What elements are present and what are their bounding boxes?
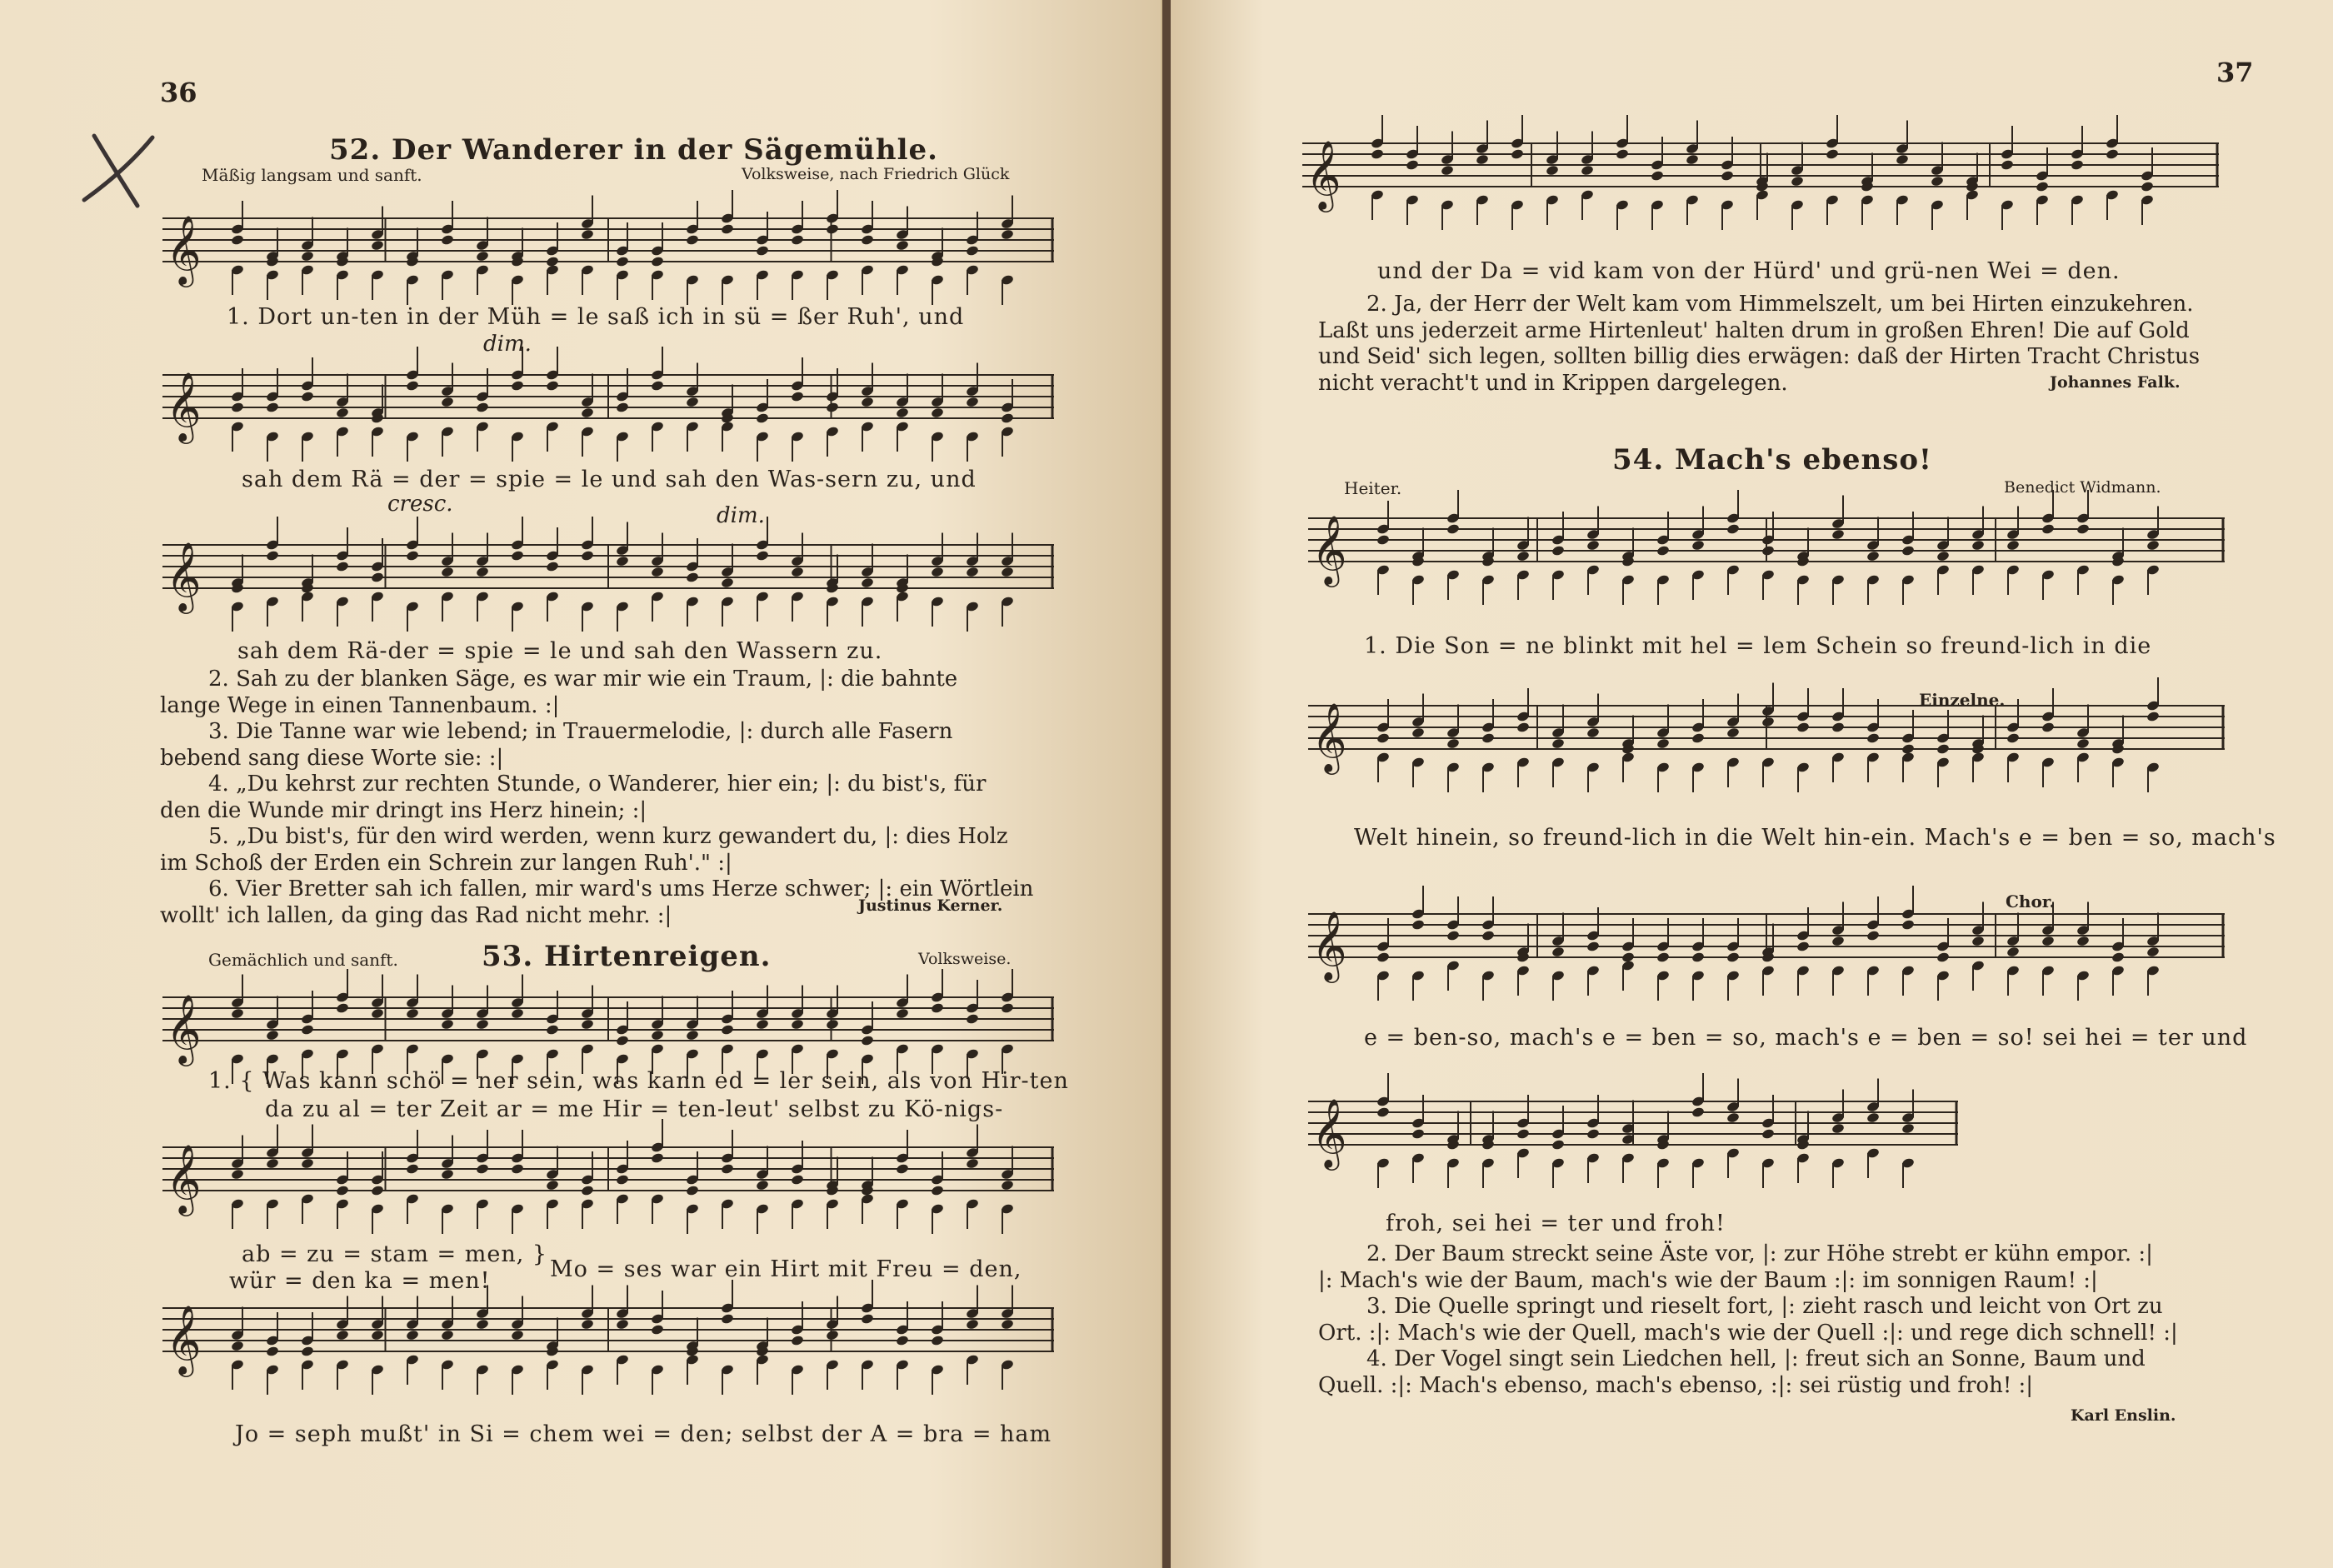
note-head — [686, 396, 700, 407]
left-page — [0, 0, 1162, 1568]
note-head — [791, 234, 805, 246]
note-head — [2041, 523, 2056, 535]
note-head — [896, 407, 910, 418]
note-head — [1866, 1111, 1881, 1123]
note-head — [1761, 716, 1776, 727]
note-head — [1721, 170, 1735, 182]
note-head — [1376, 732, 1391, 744]
note-head — [931, 1335, 945, 1346]
note-head — [1726, 727, 1741, 738]
song-53-lyric-3: Jo = seph mußt' in Si = chem wei = den; selbst der A = bra = ham — [235, 1421, 1052, 1447]
note-head — [966, 396, 980, 407]
note-head — [966, 566, 980, 577]
song-53-staff-1 — [162, 979, 1054, 1075]
note-head — [616, 555, 630, 567]
note-head — [1516, 550, 1531, 562]
note-head — [721, 1024, 735, 1036]
dynamic-dim: dim. — [483, 332, 532, 357]
verse-line: 4. Der Vogel singt sein Liedchen hell, |: freut sich an Sonne, Baum und — [1366, 1346, 2146, 1371]
note-head — [441, 234, 455, 246]
song-53-author: Johannes Falk. — [2050, 373, 2181, 392]
note-head — [1831, 722, 1846, 733]
song-53-lyric-1b: da zu al = ter Zeit ar = me Hir = ten-leut' selbst zu Kö-nigs- — [265, 1096, 1004, 1122]
note-head — [651, 1324, 665, 1336]
note-head — [476, 566, 490, 577]
note-head — [1376, 534, 1391, 546]
note-head — [1686, 153, 1700, 165]
note-head — [581, 550, 595, 562]
verse-line: 2. Sah zu der blanken Säge, es war mir wie ein Traum, |: die bahnte — [208, 667, 958, 692]
song-54-einzelne: Einzelne. — [1919, 690, 2006, 710]
note-head — [406, 380, 420, 392]
note-head — [476, 1318, 490, 1330]
note-head — [1586, 539, 1601, 551]
note-head — [826, 1329, 840, 1341]
treble-clef-icon: 𝄞 — [1311, 910, 1347, 980]
note-head — [231, 402, 245, 413]
verse-line: wollt' ich lallen, da ging das Rad nicht mehr. :| — [160, 902, 672, 928]
note-head — [1726, 951, 1741, 963]
note-head — [756, 1179, 770, 1191]
note-head — [1656, 545, 1671, 557]
note-head — [476, 1163, 490, 1175]
song-53-lyric-1a: 1. { Was kann schö = ner sein, was kann ed = ler sein, als von Hir-ten — [208, 1068, 1069, 1094]
note-head — [1866, 930, 1881, 941]
note-head — [791, 1174, 805, 1186]
note-head — [371, 572, 385, 583]
note-head — [301, 250, 315, 262]
note-head — [1831, 1122, 1846, 1134]
note-head — [651, 1029, 665, 1041]
note-head — [476, 250, 490, 262]
note-head — [756, 412, 770, 424]
song-53-lyric-2b: wür = den ka = men! — [229, 1268, 491, 1294]
note-head — [511, 1329, 525, 1341]
note-head — [266, 550, 280, 562]
note-head — [371, 1007, 385, 1019]
note-head — [336, 1185, 350, 1196]
note-head — [861, 1313, 875, 1325]
note-head — [2071, 159, 2085, 171]
note-head — [1511, 148, 1525, 160]
note-head — [1656, 737, 1671, 749]
note-head — [1901, 545, 1916, 557]
song-52-lyric-2: sah dem Rä = der = spie = le und sah den Was-sern zu, und — [242, 467, 977, 492]
note-head — [1691, 539, 1706, 551]
note-head — [1586, 727, 1601, 738]
note-head — [686, 1029, 700, 1041]
note-head — [1796, 722, 1811, 733]
note-head — [651, 566, 665, 577]
note-head — [896, 239, 910, 251]
note-head — [896, 1335, 910, 1346]
song-54-staff-4 — [1308, 1083, 1958, 1200]
note-head — [546, 561, 560, 572]
note-head — [791, 1018, 805, 1030]
note-head — [266, 402, 280, 413]
note-head — [966, 1013, 980, 1025]
note-head — [441, 566, 455, 577]
note-head — [1446, 523, 1461, 535]
note-head — [1971, 539, 1986, 551]
note-head — [1971, 935, 1986, 946]
note-head — [581, 228, 595, 240]
note-head — [651, 256, 665, 267]
note-head — [441, 1329, 455, 1341]
note-head — [791, 1335, 805, 1346]
treble-clef-icon: 𝄞 — [166, 541, 202, 611]
treble-clef-icon: 𝄞 — [1311, 514, 1347, 584]
note-head — [686, 572, 700, 583]
note-head — [511, 1163, 525, 1175]
verse-line: nicht veracht't und in Krippen dargelegen. — [1318, 370, 1788, 396]
note-head — [1901, 919, 1916, 931]
note-head — [2041, 935, 2056, 946]
song-53-staff-2 — [162, 1129, 1054, 1225]
verse-line: lange Wege in einen Tannenbaum. :| — [160, 692, 560, 718]
note-head — [721, 223, 735, 235]
note-head — [861, 1035, 875, 1046]
note-head — [1551, 1139, 1566, 1151]
song-54-lyric-4: froh, sei hei = ter und froh! — [1386, 1211, 1726, 1236]
note-head — [1691, 732, 1706, 744]
note-head — [1586, 1128, 1601, 1140]
note-head — [441, 396, 455, 407]
note-head — [966, 1318, 980, 1330]
note-head — [1831, 935, 1846, 946]
verse-line: bebend sang diese Worte sie: :| — [160, 745, 504, 771]
song-54-staff-3 — [1308, 896, 2225, 1012]
song-52-staff-3 — [162, 527, 1054, 627]
note-head — [1516, 722, 1531, 733]
treble-clef-icon: 𝄞 — [1311, 702, 1347, 772]
note-head — [616, 1318, 630, 1330]
note-head — [371, 1329, 385, 1341]
song-53-lyric-4: und der Da = vid kam von der Hürd' und grü-nen Wei = den. — [1377, 258, 2121, 284]
note-head — [1481, 732, 1496, 744]
note-head — [1476, 153, 1490, 165]
note-head — [1376, 1106, 1391, 1118]
note-head — [756, 245, 770, 257]
note-head — [1376, 951, 1391, 963]
note-head — [1551, 946, 1566, 957]
note-head — [721, 577, 735, 588]
note-head — [2006, 732, 2021, 744]
note-head — [1551, 545, 1566, 557]
treble-clef-icon: 𝄞 — [1306, 139, 1341, 209]
note-head — [616, 256, 630, 267]
song-52-title: 52. Der Wanderer in der Sägemühle. — [329, 133, 938, 167]
note-head — [231, 1168, 245, 1180]
note-head — [336, 407, 350, 418]
verse-line: 4. „Du kehrst zur rechten Stunde, o Wanderer, hier ein; |: du bist's, für — [208, 772, 987, 796]
note-head — [1616, 148, 1630, 160]
note-head — [791, 391, 805, 402]
note-head — [1411, 919, 1426, 931]
note-head — [2146, 539, 2161, 551]
note-head — [2076, 935, 2091, 946]
note-head — [301, 1346, 315, 1357]
note-head — [581, 1185, 595, 1196]
note-head — [2001, 159, 2015, 171]
page-number: 36 — [160, 77, 197, 108]
note-head — [2006, 539, 2021, 551]
note-head — [1406, 159, 1420, 171]
song-52-lyric-3: sah dem Rä-der = spie = le und sah den Wassern zu. — [237, 638, 883, 664]
song-52-staff-2 — [162, 357, 1054, 457]
verse-line: Laßt uns jederzeit arme Hirtenleut' halten drum in großen Ehren! Die auf Gold — [1318, 317, 2190, 343]
song-53-lyric-2c: Mo = ses war ein Hirt mit Freu = den, — [550, 1256, 1022, 1282]
note-head — [1001, 1318, 1015, 1330]
note-head — [1371, 148, 1385, 160]
verse-line: Quell. :|: Mach's ebenso, mach's ebenso, :|: sei rüstig und froh! :| — [1318, 1372, 2034, 1398]
note-head — [966, 245, 980, 257]
note-head — [511, 550, 525, 562]
note-head — [1481, 930, 1496, 941]
song-54-title: 54. Mach's ebenso! — [1612, 443, 1932, 477]
verse-line: und Seid' sich legen, sollten billig dies erwägen: daß der Hirten Tracht Christus — [1318, 344, 2201, 369]
note-head — [1001, 566, 1015, 577]
verse-line: im Schoß der Erden ein Schrein zur langen Ruh'." :| — [160, 850, 732, 876]
note-head — [931, 1002, 945, 1014]
note-head — [546, 1179, 560, 1191]
verse-line: 5. „Du bist's, für den wird werden, wenn kurz gewandert du, |: dies Holz — [208, 824, 1008, 849]
song-54-lyric-3: e = ben-so, mach's e = ben = so, mach's e = ben = so! sei hei = ter und — [1364, 1025, 2248, 1051]
note-head — [1936, 951, 1951, 963]
note-head — [2076, 523, 2091, 535]
verse-line: den die Wunde mir dringt ins Herz hinein; :| — [160, 797, 647, 823]
note-head — [651, 380, 665, 392]
note-head — [1761, 1128, 1776, 1140]
verse-line: Ort. :|: Mach's wie der Quell, mach's wie der Quell :|: und rege dich schnell! :| — [1318, 1320, 2178, 1346]
note-head — [721, 1313, 735, 1325]
note-head — [896, 1163, 910, 1175]
page-number: 37 — [2216, 57, 2254, 88]
note-head — [1546, 164, 1560, 176]
note-head — [1896, 153, 1910, 165]
song-53-staff-3 — [162, 1290, 1054, 1394]
note-head — [1761, 545, 1776, 557]
note-head — [1446, 930, 1461, 941]
note-head — [686, 234, 700, 246]
verse-line: 2. Der Baum streckt seine Äste vor, |: zur Höhe strebt er kühn empor. :| — [1366, 1241, 2153, 1266]
treble-clef-icon: 𝄞 — [166, 1304, 202, 1374]
song-52-credit: Volksweise, nach Friedrich Glück — [742, 165, 1010, 183]
note-head — [2146, 711, 2161, 722]
note-head — [2141, 181, 2155, 192]
note-head — [1796, 941, 1811, 952]
note-head — [756, 550, 770, 562]
note-head — [651, 1152, 665, 1164]
note-head — [266, 1029, 280, 1041]
note-head — [406, 550, 420, 562]
note-head — [1001, 228, 1015, 240]
note-head — [1726, 1111, 1741, 1123]
note-head — [231, 1007, 245, 1019]
note-head — [861, 396, 875, 407]
song-54-author: Karl Enslin. — [2071, 1406, 2176, 1425]
note-head — [721, 1163, 735, 1175]
note-head — [1651, 170, 1665, 182]
note-head — [546, 380, 560, 392]
note-head — [616, 1035, 630, 1046]
note-head — [406, 1007, 420, 1019]
note-head — [1001, 412, 1015, 424]
song-54-chor: Chor. — [2006, 891, 2056, 911]
note-head — [581, 407, 595, 418]
note-head — [826, 402, 840, 413]
song-53-title: 53. Hirtenreigen. — [482, 940, 772, 973]
note-head — [791, 566, 805, 577]
note-head — [1936, 550, 1951, 562]
note-head — [1581, 164, 1595, 176]
dynamic-dim-2: dim. — [717, 503, 765, 528]
song-54-tempo: Heiter. — [1344, 478, 1402, 498]
handwritten-x-mark — [79, 129, 162, 212]
note-head — [931, 407, 945, 418]
note-head — [2041, 722, 2056, 733]
note-head — [231, 1340, 245, 1351]
note-head — [1001, 1002, 1015, 1014]
note-head — [1516, 1128, 1531, 1140]
note-head — [2036, 181, 2050, 192]
verse-line: 3. Die Tanne war wie lebend; in Trauermelodie, |: durch alle Fasern — [208, 719, 953, 744]
note-head — [826, 223, 840, 235]
note-head — [931, 1185, 945, 1196]
note-head — [2111, 951, 2126, 963]
note-head — [896, 1007, 910, 1019]
note-head — [301, 1024, 315, 1036]
note-head — [1411, 1128, 1426, 1140]
note-head — [931, 566, 945, 577]
song-53-lyric-2a: ab = zu = stam = men, } — [242, 1241, 548, 1267]
note-head — [1691, 951, 1706, 963]
note-head — [406, 1329, 420, 1341]
song-54-credit: Benedict Widmann. — [2004, 478, 2161, 497]
treble-clef-icon: 𝄞 — [1311, 1097, 1347, 1167]
note-head — [546, 1024, 560, 1036]
song-54-lyric-2: Welt hinein, so freund-lich in die Welt hin-ein. Mach's e = ben = so, mach's — [1354, 825, 2276, 851]
note-head — [1441, 164, 1455, 176]
verse-line: 3. Die Quelle springt und rieselt fort, |: zieht rasch und leicht von Ort zu — [1366, 1294, 2163, 1319]
note-head — [1931, 175, 1945, 187]
song-54-staff-1 — [1308, 500, 2225, 617]
treble-clef-icon: 𝄞 — [166, 371, 202, 441]
verse-line: 6. Vier Bretter sah ich fallen, mir ward's ums Herze schwer; |: ein Wörtlein — [208, 876, 1034, 901]
note-head — [406, 1163, 420, 1175]
note-head — [1656, 951, 1671, 963]
note-head — [1866, 732, 1881, 744]
note-head — [1691, 1106, 1706, 1118]
note-head — [476, 402, 490, 413]
treble-clef-icon: 𝄞 — [166, 1143, 202, 1213]
note-head — [1826, 148, 1840, 160]
note-head — [861, 577, 875, 588]
treble-clef-icon: 𝄞 — [166, 993, 202, 1063]
note-head — [756, 1018, 770, 1030]
song-53-credit: Volksweise. — [918, 950, 1012, 968]
note-head — [336, 1329, 350, 1341]
verse-line: |: Mach's wie der Baum, mach's wie der Baum :|: im sonnigen Raum! :| — [1318, 1267, 2098, 1293]
note-head — [2146, 946, 2161, 957]
verse-line: 2. Ja, der Herr der Welt kam vom Himmelszelt, um bei Hirten einzukehren. — [1366, 292, 2194, 317]
song-54-verses — [1318, 1241, 2178, 1399]
note-head — [301, 391, 315, 402]
song-52-lyric-1: 1. Dort un-ten in der Müh = le saß ich in sü = ßer Ruh', und — [227, 304, 965, 330]
note-head — [616, 402, 630, 413]
note-head — [476, 1018, 490, 1030]
song-52-tempo: Mäßig langsam und sanft. — [202, 165, 422, 185]
note-head — [441, 1018, 455, 1030]
note-head — [1551, 737, 1566, 749]
note-head — [1831, 528, 1846, 540]
song-52-author: Justinus Kerner. — [858, 896, 1003, 915]
note-head — [1586, 941, 1601, 952]
note-head — [966, 1157, 980, 1169]
note-head — [826, 1018, 840, 1030]
note-head — [581, 1318, 595, 1330]
note-head — [336, 1002, 350, 1014]
treble-clef-icon: 𝄞 — [166, 214, 202, 284]
note-head — [1901, 1122, 1916, 1134]
song-52-staff-1 — [162, 200, 1054, 292]
note-head — [1866, 550, 1881, 562]
note-head — [371, 239, 385, 251]
note-head — [371, 1185, 385, 1196]
song-52-verses — [160, 667, 1034, 929]
book-gutter — [1162, 0, 1171, 1568]
note-head — [2006, 946, 2021, 957]
note-head — [1726, 523, 1741, 535]
note-head — [266, 1157, 280, 1169]
note-head — [1791, 175, 1805, 187]
note-head — [581, 1018, 595, 1030]
note-head — [336, 561, 350, 572]
note-head — [511, 380, 525, 392]
note-head — [301, 1157, 315, 1169]
note-head — [686, 1185, 700, 1196]
note-head — [1411, 727, 1426, 738]
song-54-lyric-1: 1. Die Son = ne blinkt mit hel = lem Schein so freund-lich in die — [1364, 633, 2152, 659]
song-54-staff-2 — [1308, 687, 2225, 804]
note-head — [1936, 743, 1951, 755]
note-head — [2076, 737, 2091, 749]
note-head — [441, 1168, 455, 1180]
song-53-staff-4 — [1302, 125, 2219, 242]
note-head — [1001, 1179, 1015, 1191]
note-head — [616, 1174, 630, 1186]
note-head — [266, 1346, 280, 1357]
dynamic-cresc: cresc. — [387, 492, 453, 517]
right-page — [1171, 0, 2333, 1568]
note-head — [511, 1007, 525, 1019]
note-head — [1446, 737, 1461, 749]
note-head — [861, 234, 875, 246]
note-head — [2106, 148, 2120, 160]
note-head — [231, 234, 245, 246]
song-53-tempo: Gemächlich und sanft. — [208, 950, 398, 970]
